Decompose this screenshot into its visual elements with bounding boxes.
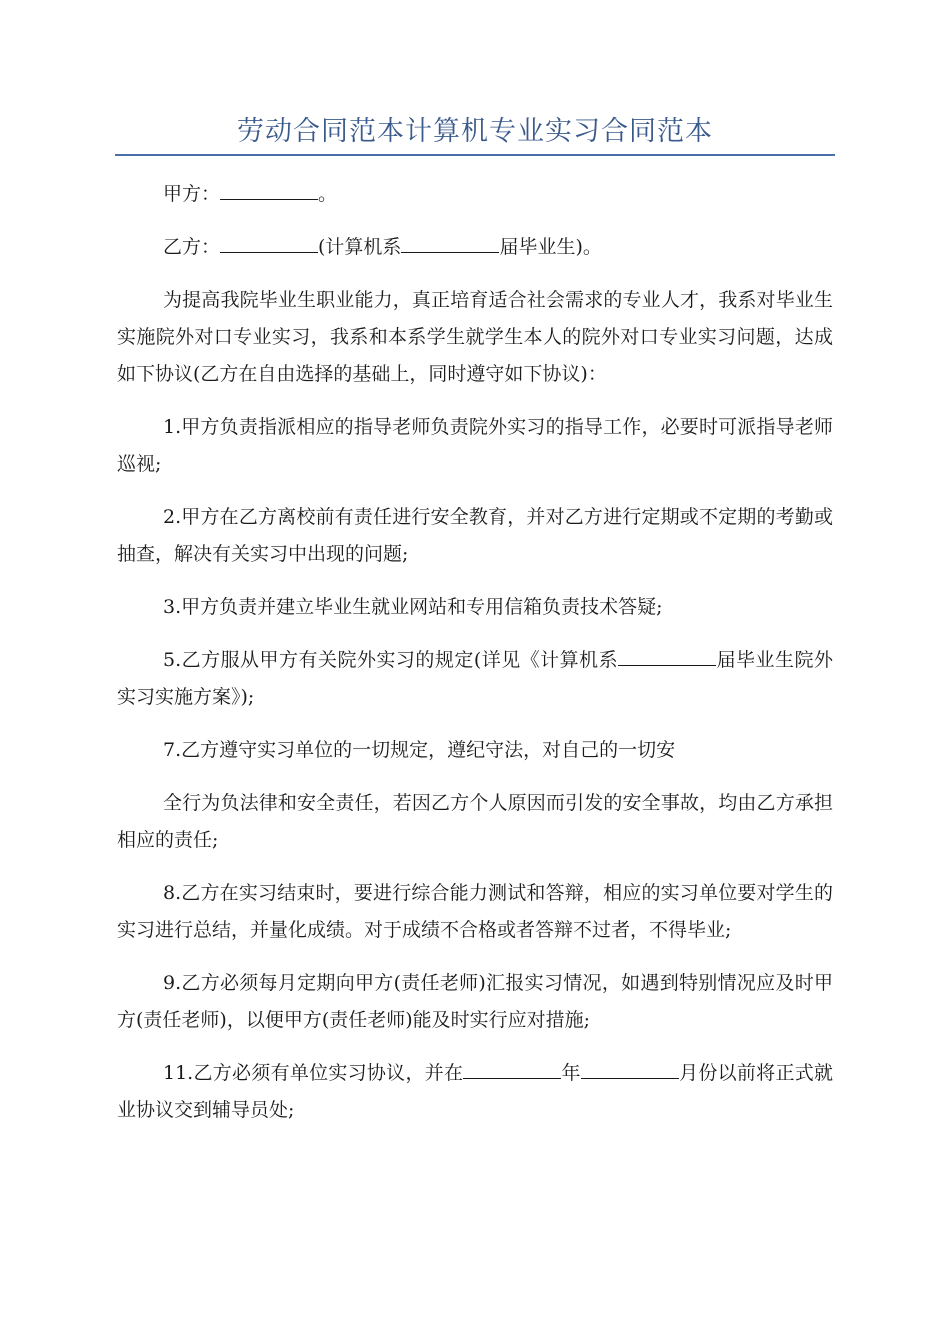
clause-9: 9.乙方必须每月定期向甲方(责任老师)汇报实习情况，如遇到特别情况应及时甲方(责任老师)，以便甲方(责任老师)能及时实行应对措施;	[117, 972, 833, 1031]
clause-11-prefix: 11.乙方必须有单位实习协议，并在	[163, 1062, 464, 1084]
clause-11-year-label: 年	[561, 1062, 581, 1084]
clause-11-suffix: 月份以前将正式就业协议交到辅导员处;	[117, 1062, 833, 1121]
party-a-label: 甲方：	[163, 183, 221, 205]
clause-5-prefix: 5.乙方服从甲方有关院外实习的规定(详见《计算机系	[163, 649, 619, 671]
party-b-name-blank	[220, 232, 318, 253]
clause-5	[117, 642, 833, 716]
party-b-dept: (计算机系	[318, 236, 402, 258]
party-b-suffix: 届毕业生)。	[499, 236, 602, 258]
party-a-blank	[220, 179, 318, 200]
document-body	[117, 176, 833, 1145]
clause-5-suffix: 届毕业生院外实习实施方案》);	[117, 649, 833, 708]
clause-11-year-blank	[463, 1058, 561, 1079]
document-title: 劳动合同范本计算机专业实习合同范本	[237, 116, 713, 147]
clause-1: 1.甲方负责指派相应的指导老师负责院外实习的指导工作，必要时可派指导老师巡视;	[117, 416, 833, 475]
clause-11	[117, 1055, 833, 1129]
clause-2: 2.甲方在乙方离校前有责任进行安全教育，并对乙方进行定期或不定期的考勤或抽查，解决有关实习中出现的问题;	[117, 506, 833, 565]
clause-3: 3.甲方负责并建立毕业生就业网站和专用信箱负责技术答疑;	[163, 596, 663, 618]
clause-8: 8.乙方在实习结束时，要进行综合能力测试和答辩，相应的实习单位要对学生的实习进行总结，并量化成绩。对于成绩不合格或者答辩不过者，不得毕业;	[117, 882, 833, 941]
clause-7-continued: 全行为负法律和安全责任，若因乙方个人原因而引发的安全事故，均由乙方承担相应的责任;	[117, 792, 833, 851]
party-a-suffix: 。	[318, 183, 338, 205]
clause-7: 7.乙方遵守实习单位的一切规定，遵纪守法，对自己的一切安	[163, 739, 676, 761]
clause-5-blank	[618, 645, 716, 666]
party-b-year-blank	[401, 232, 499, 253]
intro-paragraph: 为提高我院毕业生职业能力，真正培育适合社会需求的专业人才，我系对毕业生实施院外对口专业实习，我系和本系学生就学生本人的院外对口专业实习问题，达成如下协议(乙方在自由选择的基础上，同时遵守如下协议)：	[117, 289, 833, 385]
party-a-line	[117, 176, 833, 213]
clause-11-month-blank	[581, 1058, 679, 1079]
party-b-line	[117, 229, 833, 266]
party-b-label: 乙方：	[163, 236, 221, 258]
title-divider	[115, 154, 835, 156]
